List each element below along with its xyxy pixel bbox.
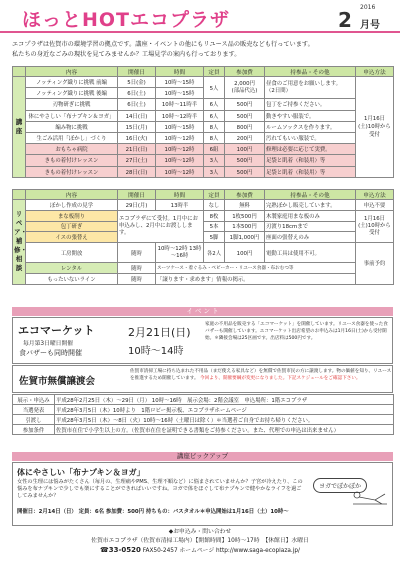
course-name: ノッティング織りに挑戦 後編 bbox=[26, 88, 118, 99]
reuse-items: 木製家庭用まな板のみ bbox=[265, 210, 356, 221]
issue-unit: 月号 bbox=[360, 20, 380, 31]
col-header: 申込方法 bbox=[356, 190, 394, 200]
giveaway-notice: 今回より、開催要綱が変更になりました。下記スケジュールをご確認下さい。 bbox=[200, 375, 361, 381]
reuse-name: 包丁研ぎ bbox=[26, 221, 118, 232]
col-header: 持参品・その他 bbox=[265, 67, 356, 77]
course-time: 10時～15時 bbox=[156, 77, 204, 88]
course-fee: 100円 bbox=[225, 144, 265, 155]
intro-line-2: 私たちの身近なごみの現状を見てみませんか？工場見学の案内も行っております。 bbox=[12, 51, 241, 58]
footer-phone: ☎33-0520 bbox=[99, 546, 141, 554]
course-fee: 200円 bbox=[225, 132, 265, 143]
course-capacity: 5人 bbox=[204, 77, 225, 99]
col-header: 開催日 bbox=[118, 190, 156, 200]
speech-bubble: ヨガでぽかぽか bbox=[313, 478, 367, 493]
reuse-apply: 申込不要 bbox=[356, 200, 394, 211]
course-name: 生ごみ活用「ぼかし」づくり bbox=[26, 132, 118, 143]
course-items: 昼食のご用意をお願いします。 （2日間） bbox=[265, 77, 356, 99]
schedule-text: 佐賀市在住で小学生以上の方。（佐賀市在住を証明できる書類をご持参ください。また、代理での申込は出来ません） bbox=[55, 425, 394, 435]
course-name: きもの着付けレッスン bbox=[26, 155, 118, 166]
pickup-title: 体にやさしい「布ナプキン＆ヨガ」 bbox=[17, 468, 145, 477]
reuse-capacity: 5本 bbox=[204, 221, 225, 232]
course-time: 10時～15時 bbox=[156, 88, 204, 99]
course-items: 足袋と肌着（和装用）等 bbox=[265, 166, 356, 177]
reuse-date: 29日(月) bbox=[118, 200, 156, 211]
course-name: ノッティング織りに挑戦 前編 bbox=[26, 77, 118, 88]
reuse-items: 座面の張替えのみ bbox=[265, 232, 356, 243]
eco-market-title: エコマーケット bbox=[18, 324, 95, 337]
course-capacity: 3人 bbox=[204, 166, 225, 177]
reuse-table bbox=[12, 189, 394, 285]
footer-contact bbox=[0, 546, 400, 556]
course-name: 刃物研ぎに挑戦 bbox=[26, 99, 118, 110]
course-date: 21日(日) bbox=[118, 144, 156, 155]
course-capacity: 6組 bbox=[204, 144, 225, 155]
reuse-corner bbox=[13, 190, 26, 200]
course-capacity: 8人 bbox=[204, 121, 225, 132]
reuse-name: イスの張替え bbox=[26, 232, 118, 243]
col-header: 開催日 bbox=[118, 67, 156, 77]
reuse-items: 完熟ぼかし販売しています。 bbox=[265, 200, 356, 211]
pickup-header: 講座ピックアップ bbox=[12, 452, 393, 461]
reuse-capacity: 8枚 bbox=[204, 210, 225, 221]
reuse-items: 刃渡り18cmまで bbox=[265, 221, 356, 232]
course-name: 体にやさしい「布ナプキン＆ヨガ」 bbox=[26, 110, 118, 121]
course-time: 10時～12時 bbox=[156, 144, 204, 155]
reuse-capacity: なし bbox=[204, 200, 225, 211]
pickup-info: 開催日：2月14日（日） 定員：6名 参加費：500円 持ちもの：バスタオル＊申込開始は1月16日（土）10時～ bbox=[17, 509, 289, 515]
course-fee: 500円 bbox=[225, 166, 265, 177]
reuse-fee: 1本500円 bbox=[225, 221, 265, 232]
course-date: 16日(火) bbox=[118, 132, 156, 143]
footer-heading: ◆お申込み・問い合わせ bbox=[168, 529, 232, 535]
course-date: 6日(土) bbox=[118, 99, 156, 110]
reuse-items: スーツケース・着ぐるみ・ベビーカー・リユース食器・布おむつ等 bbox=[156, 263, 356, 274]
course-apply: 1月16日(土)10時から受付 bbox=[356, 77, 394, 178]
reuse-fee: 1枚500円 bbox=[225, 210, 265, 221]
course-capacity: 3人 bbox=[204, 155, 225, 166]
reuse-fee: 1脚1,000円 bbox=[225, 232, 265, 243]
issue-year: 2016 bbox=[360, 4, 376, 11]
month-number: 2 bbox=[338, 8, 352, 32]
reuse-side-label: リペア・補修・相談 bbox=[13, 200, 26, 285]
course-table bbox=[12, 66, 394, 178]
eco-market-date: 2月21日(日) bbox=[128, 326, 191, 339]
col-header: 時間 bbox=[156, 67, 204, 77]
reuse-time: 10時～12時 13時～16時 bbox=[156, 243, 204, 263]
course-fee: 2,000円 (部品代込) bbox=[225, 77, 265, 99]
pickup-box bbox=[12, 462, 393, 526]
course-side-label: 講座 bbox=[13, 77, 26, 178]
col-header: 定員 bbox=[204, 190, 225, 200]
course-name: きもの着付けレッスン bbox=[26, 166, 118, 177]
pickup-body: 女性の生理には悩みがたくさん（毎月の、生理痛やPMS、生理不順など）に悩まされていませんか？子宮が冷えたり、この悩みを布ナプキンで少しでも楽にすることができればいいですね。ヨガで体をほぐして布ナプキンで健やかなライフを過ごしてみませんか？ bbox=[17, 479, 303, 499]
course-time: 10時～12時 bbox=[156, 166, 204, 177]
eco-market-box bbox=[12, 317, 393, 364]
schedule-label: 展示・申込み bbox=[13, 395, 55, 405]
footer-address: 佐賀市エコプラザ（佐賀市清掃工場内）【開館時間】10時～17時 【休館日】水曜日 bbox=[91, 538, 309, 544]
course-fee: 800円 bbox=[225, 121, 265, 132]
course-capacity: 6人 bbox=[204, 110, 225, 121]
col-header: 参加費 bbox=[225, 190, 265, 200]
schedule-text: 平成28年3月5日（木）～8日（火）10時～16時（土曜日は除く）＊当選者ご自身でお持ち帰りください。 bbox=[55, 415, 394, 425]
eco-market-time: 10時～14時 bbox=[128, 346, 184, 357]
giveaway-desc-text: 佐賀市清掃工場に持ち込まれた不用品（まだ使える家具など）を無償で佐賀市民の方に譲渡します。物の価値を知り、リユースを推進するため開催しています。 bbox=[130, 369, 392, 381]
col-header: 参加費 bbox=[225, 67, 265, 77]
course-date: 14日(日) bbox=[118, 110, 156, 121]
col-header: 定員 bbox=[204, 67, 225, 77]
events-header: イ ベ ン ト bbox=[12, 307, 393, 316]
course-corner bbox=[13, 67, 26, 77]
schedule-text: 平成28年2月25日（木）～29日（月） 10時～16時 展示会場：2階会議室 申込場所：1階エコプラザ bbox=[55, 395, 394, 405]
reuse-items: 「譲ります・求めます」情報の掲示。 bbox=[156, 273, 356, 284]
reuse-capacity: 各2人 bbox=[204, 243, 225, 263]
reuse-fee: 無料 bbox=[225, 200, 265, 211]
course-date: 15日(月) bbox=[118, 121, 156, 132]
course-name: 編み物に挑戦 bbox=[26, 121, 118, 132]
reuse-fee: 100円 bbox=[225, 243, 265, 263]
reuse-date: 随時 bbox=[118, 243, 156, 263]
giveaway-title: 佐賀市無償譲渡会 bbox=[19, 376, 96, 387]
footer-fax: FAX50-2457 ホームページ http://www.saga-ecoplaza.jp/ bbox=[142, 548, 301, 554]
course-capacity: 8人 bbox=[204, 132, 225, 143]
course-date: 28日(日) bbox=[118, 166, 156, 177]
col-header: 持参品・その他 bbox=[265, 190, 356, 200]
col-header: 申込方法 bbox=[356, 67, 394, 77]
course-time: 10時～12時 bbox=[156, 132, 204, 143]
course-fee: 500円 bbox=[225, 155, 265, 166]
col-header: 内容 bbox=[26, 67, 118, 77]
intro-text bbox=[12, 40, 392, 60]
course-items: 足袋と肌着（和装用）等 bbox=[265, 155, 356, 166]
course-time: 10時～12時 bbox=[156, 155, 204, 166]
intro-line-1: エコプラザは佐賀市の環境学習の拠点です。講座・イベントの他にもリユース品の販売なども行っています。 bbox=[12, 41, 314, 48]
reuse-items: 電動工具は使用不可。 bbox=[265, 243, 356, 263]
reuse-apply: 事前予約 bbox=[356, 243, 394, 285]
eco-market-desc: 家庭の不用品を販売する「エコマーケット」を開催しています。リユース食器を使った食バザーも開催しています。エコマーケット出店希望のお申込みは1月16日(土)から受付開始。＊隣接会場は25区画です。出店料は500円です。 bbox=[205, 322, 388, 341]
course-name: おもちゃ病院 bbox=[26, 144, 118, 155]
course-items: 修理は必要に応じて実費。 bbox=[265, 144, 356, 155]
course-date: 6日(土) bbox=[118, 88, 156, 99]
course-time: 10時～15時 bbox=[156, 121, 204, 132]
eco-market-sub: 毎月第3日曜日開催 bbox=[23, 341, 74, 347]
course-items: 汚れてもいい服装で。 bbox=[265, 132, 356, 143]
course-items: 動きやすい服装で。 bbox=[265, 110, 356, 121]
eco-market-sub2: 食バザーも同時開催 bbox=[19, 349, 82, 357]
reuse-capacity: 5脚 bbox=[204, 232, 225, 243]
course-fee: 500円 bbox=[225, 99, 265, 110]
schedule-text: 平成28年3月5日（木）10時より 1階ロビー掲示板、エコプラザホームページ bbox=[55, 405, 394, 415]
app-logo: ほっとHOTエコプラザ bbox=[22, 9, 231, 31]
schedule-label: 当選発表 bbox=[13, 405, 55, 415]
header bbox=[0, 0, 400, 33]
course-date: 27日(土) bbox=[118, 155, 156, 166]
reuse-time: 13時半 bbox=[156, 200, 204, 211]
reuse-date: 随時 bbox=[118, 273, 156, 284]
col-header: 時間 bbox=[156, 190, 204, 200]
col-header: 内容 bbox=[26, 190, 118, 200]
footer bbox=[0, 528, 400, 556]
reuse-name: 工房開放 bbox=[26, 243, 118, 263]
course-items: ルームソックスを作ります。 bbox=[265, 121, 356, 132]
reuse-name: ぼかし作成の見学 bbox=[26, 200, 118, 211]
reuse-date: 随時 bbox=[118, 263, 156, 274]
course-time: 10時～12時半 bbox=[156, 110, 204, 121]
course-items: 包丁をご持参ください。 bbox=[265, 99, 356, 110]
course-time: 10時～11時半 bbox=[156, 99, 204, 110]
schedule-label: 参加条件 bbox=[13, 425, 55, 435]
course-capacity: 6人 bbox=[204, 99, 225, 110]
reuse-name: まな板削り bbox=[26, 210, 118, 221]
yoga-illustration-icon bbox=[349, 489, 389, 506]
course-fee: 500円 bbox=[225, 110, 265, 121]
reuse-name: レンタル bbox=[26, 263, 118, 274]
schedule-table bbox=[12, 394, 394, 435]
schedule-label: 引渡し bbox=[13, 415, 55, 425]
reuse-note: エコプラザにて受付。1月中にお申込みし、2月中にお渡しします。 bbox=[118, 210, 204, 242]
giveaway-desc bbox=[130, 369, 392, 382]
course-date: 5日(金) bbox=[118, 77, 156, 88]
giveaway-box bbox=[12, 365, 393, 393]
reuse-apply: 1月16日(土)10時から受付 bbox=[356, 210, 394, 242]
reuse-name: もったいないライン bbox=[26, 273, 118, 284]
